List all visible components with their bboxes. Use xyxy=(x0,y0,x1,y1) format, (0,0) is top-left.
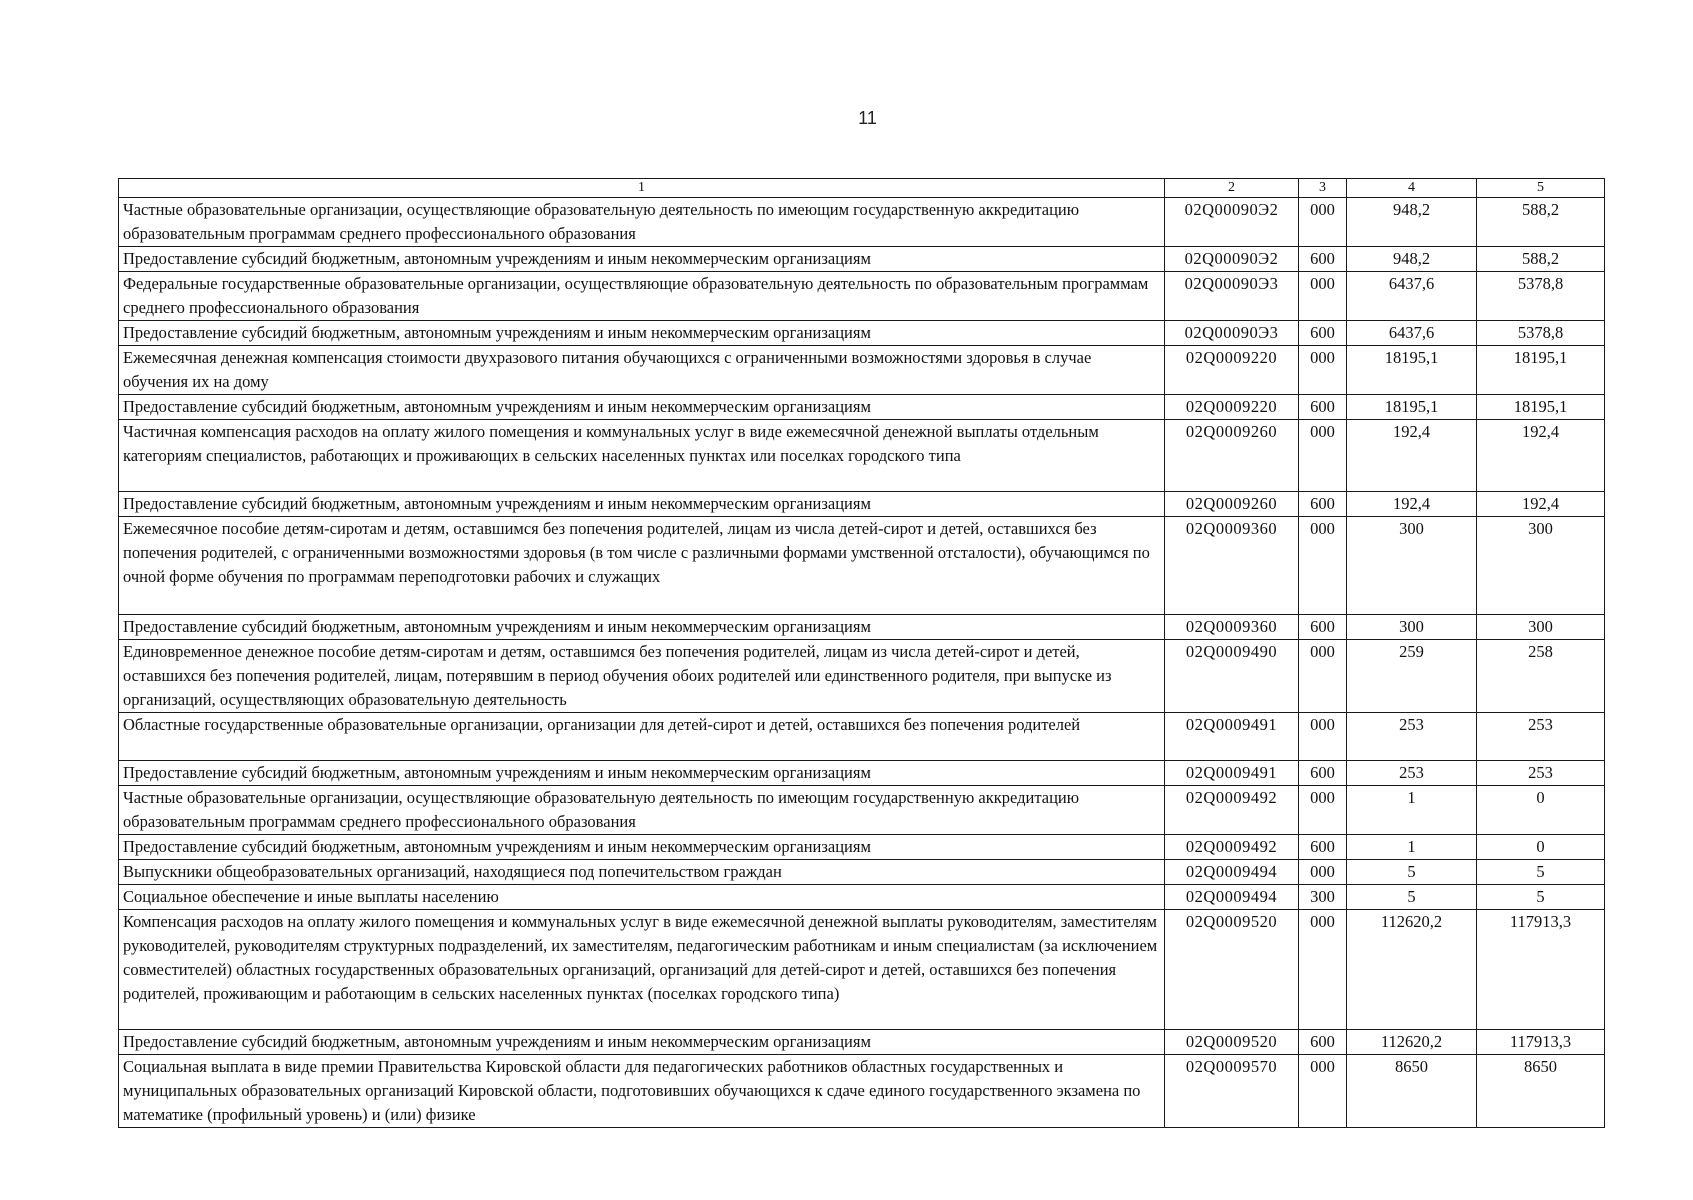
row-expense-kind: 000 xyxy=(1299,420,1347,492)
row-target-code: 02Q0009520 xyxy=(1165,910,1299,1030)
row-expense-kind: 000 xyxy=(1299,198,1347,247)
table-row xyxy=(119,492,1605,517)
table-row xyxy=(119,615,1605,640)
row-target-code: 02Q00090Э2 xyxy=(1165,198,1299,247)
table-row xyxy=(119,910,1605,1030)
header-cell: 4 xyxy=(1347,179,1477,198)
row-amount-col4: 300 xyxy=(1347,517,1477,615)
row-amount-col4: 5 xyxy=(1347,885,1477,910)
row-amount-col4: 259 xyxy=(1347,640,1477,713)
row-target-code: 02Q0009220 xyxy=(1165,346,1299,395)
row-description: Областные государственные образовательные организации, организации для детей-сирот и детей, оставшихся без попечения родителей xyxy=(119,713,1165,761)
row-expense-kind: 600 xyxy=(1299,615,1347,640)
row-amount-col5: 18195,1 xyxy=(1477,346,1605,395)
table-row xyxy=(119,885,1605,910)
table-row xyxy=(119,1055,1605,1128)
row-description: Социальная выплата в виде премии Правительства Кировской области для педагогических работников областных государственных и муниципальных образовательных организаций Кировской области, подготовивших обучающихся к сдаче единого государственного экзамена по математике (профильный уровень) и (или) физике xyxy=(119,1055,1165,1128)
row-expense-kind: 600 xyxy=(1299,395,1347,420)
row-target-code: 02Q0009491 xyxy=(1165,713,1299,761)
row-amount-col4: 253 xyxy=(1347,713,1477,761)
row-amount-col5: 192,4 xyxy=(1477,420,1605,492)
table-row xyxy=(119,786,1605,835)
row-amount-col5: 253 xyxy=(1477,761,1605,786)
budget-table xyxy=(118,178,1605,1128)
row-amount-col5: 0 xyxy=(1477,786,1605,835)
row-amount-col5: 5 xyxy=(1477,860,1605,885)
row-description: Ежемесячное пособие детям-сиротам и детям, оставшимся без попечения родителей, лицам из числа детей-сирот и детей, оставшихся без попечения родителей, с ограниченными возможностями здоровья (в том числе с различными формами умственной отсталости), обучающимся по очной форме обучения по программам переподготовки рабочих и служащих xyxy=(119,517,1165,615)
table-row xyxy=(119,860,1605,885)
row-expense-kind: 300 xyxy=(1299,885,1347,910)
row-amount-col5: 18195,1 xyxy=(1477,395,1605,420)
table-row xyxy=(119,761,1605,786)
table-row xyxy=(119,198,1605,247)
row-expense-kind: 000 xyxy=(1299,786,1347,835)
table-row xyxy=(119,321,1605,346)
row-target-code: 02Q0009492 xyxy=(1165,835,1299,860)
header-cell: 1 xyxy=(119,179,1165,198)
row-description: Компенсация расходов на оплату жилого помещения и коммунальных услуг в виде ежемесячной денежной выплаты руководителям, заместителям руководителей, руководителям структурных подразделений, их заместителям, педагогическим работникам и иным специалистам (за исключением совместителей) областных государственных образовательных организаций, организаций для детей-сирот и детей, оставшихся без попечения родителей, проживающим и работающим в сельских населенных пунктах (поселках городского типа) xyxy=(119,910,1165,1030)
row-description: Предоставление субсидий бюджетным, автономным учреждениям и иным некоммерческим организациям xyxy=(119,1030,1165,1055)
page-number: 11 xyxy=(858,108,877,128)
row-target-code: 02Q0009491 xyxy=(1165,761,1299,786)
row-description: Единовременное денежное пособие детям-сиротам и детям, оставшимся без попечения родителей, лицам из числа детей-сирот и детей, оставшихся без попечения родителей, лицам, потерявшим в период обучения обоих родителей или единственного родителя, при выпуске из организаций, осуществляющих образовательную деятельность xyxy=(119,640,1165,713)
row-expense-kind: 000 xyxy=(1299,640,1347,713)
row-amount-col4: 8650 xyxy=(1347,1055,1477,1128)
row-amount-col5: 117913,3 xyxy=(1477,1030,1605,1055)
row-target-code: 02Q00090Э2 xyxy=(1165,247,1299,272)
table-row xyxy=(119,272,1605,321)
header-cell: 5 xyxy=(1477,179,1605,198)
row-target-code: 02Q0009494 xyxy=(1165,860,1299,885)
row-description: Частные образовательные организации, осуществляющие образовательную деятельность по имеющим государственную аккредитацию образовательным программам среднего профессионального образования xyxy=(119,198,1165,247)
row-amount-col4: 1 xyxy=(1347,786,1477,835)
row-expense-kind: 600 xyxy=(1299,835,1347,860)
row-amount-col5: 5 xyxy=(1477,885,1605,910)
row-description: Предоставление субсидий бюджетным, автономным учреждениям и иным некоммерческим организациям xyxy=(119,615,1165,640)
row-amount-col4: 18195,1 xyxy=(1347,395,1477,420)
row-amount-col4: 192,4 xyxy=(1347,492,1477,517)
row-expense-kind: 000 xyxy=(1299,272,1347,321)
row-description: Предоставление субсидий бюджетным, автономным учреждениям и иным некоммерческим организациям xyxy=(119,835,1165,860)
row-target-code: 02Q00090Э3 xyxy=(1165,321,1299,346)
row-target-code: 02Q0009260 xyxy=(1165,492,1299,517)
row-amount-col5: 5378,8 xyxy=(1477,321,1605,346)
table-header-row xyxy=(119,179,1605,198)
table-row xyxy=(119,640,1605,713)
header-cell: 2 xyxy=(1165,179,1299,198)
row-amount-col4: 948,2 xyxy=(1347,247,1477,272)
table-row xyxy=(119,517,1605,615)
row-description: Предоставление субсидий бюджетным, автономным учреждениям и иным некоммерческим организациям xyxy=(119,395,1165,420)
row-amount-col4: 253 xyxy=(1347,761,1477,786)
row-target-code: 02Q0009492 xyxy=(1165,786,1299,835)
row-description: Ежемесячная денежная компенсация стоимости двухразового питания обучающихся с ограниченными возможностями здоровья в случае обучения их на дому xyxy=(119,346,1165,395)
row-target-code: 02Q0009360 xyxy=(1165,517,1299,615)
row-amount-col5: 253 xyxy=(1477,713,1605,761)
table-row xyxy=(119,346,1605,395)
row-amount-col4: 6437,6 xyxy=(1347,272,1477,321)
row-amount-col5: 117913,3 xyxy=(1477,910,1605,1030)
row-description: Частичная компенсация расходов на оплату жилого помещения и коммунальных услуг в виде ежемесячной денежной выплаты отдельным категориям специалистов, работающих и проживающих в сельских населенных пунктах или поселках городского типа xyxy=(119,420,1165,492)
row-description: Предоставление субсидий бюджетным, автономным учреждениям и иным некоммерческим организациям xyxy=(119,247,1165,272)
row-description: Выпускники общеобразовательных организаций, находящиеся под попечительством граждан xyxy=(119,860,1165,885)
row-target-code: 02Q00090Э3 xyxy=(1165,272,1299,321)
table-row xyxy=(119,420,1605,492)
row-target-code: 02Q0009494 xyxy=(1165,885,1299,910)
table-row xyxy=(119,247,1605,272)
row-amount-col4: 112620,2 xyxy=(1347,910,1477,1030)
row-amount-col4: 112620,2 xyxy=(1347,1030,1477,1055)
row-amount-col5: 300 xyxy=(1477,615,1605,640)
row-amount-col4: 300 xyxy=(1347,615,1477,640)
row-amount-col4: 192,4 xyxy=(1347,420,1477,492)
row-target-code: 02Q0009220 xyxy=(1165,395,1299,420)
row-expense-kind: 000 xyxy=(1299,713,1347,761)
row-expense-kind: 000 xyxy=(1299,517,1347,615)
row-amount-col5: 0 xyxy=(1477,835,1605,860)
row-amount-col5: 588,2 xyxy=(1477,198,1605,247)
row-description: Федеральные государственные образовательные организации, осуществляющие образовательную деятельность по образовательным программам среднего профессионального образования xyxy=(119,272,1165,321)
row-expense-kind: 600 xyxy=(1299,492,1347,517)
row-description: Предоставление субсидий бюджетным, автономным учреждениям и иным некоммерческим организациям xyxy=(119,321,1165,346)
row-target-code: 02Q0009360 xyxy=(1165,615,1299,640)
row-amount-col5: 258 xyxy=(1477,640,1605,713)
row-amount-col5: 300 xyxy=(1477,517,1605,615)
row-expense-kind: 600 xyxy=(1299,761,1347,786)
row-expense-kind: 000 xyxy=(1299,910,1347,1030)
row-target-code: 02Q0009260 xyxy=(1165,420,1299,492)
table-row xyxy=(119,395,1605,420)
row-amount-col4: 1 xyxy=(1347,835,1477,860)
row-description: Частные образовательные организации, осуществляющие образовательную деятельность по имеющим государственную аккредитацию образовательным программам среднего профессионального образования xyxy=(119,786,1165,835)
row-amount-col4: 948,2 xyxy=(1347,198,1477,247)
row-amount-col4: 5 xyxy=(1347,860,1477,885)
row-expense-kind: 600 xyxy=(1299,321,1347,346)
row-amount-col4: 6437,6 xyxy=(1347,321,1477,346)
row-description: Предоставление субсидий бюджетным, автономным учреждениям и иным некоммерческим организациям xyxy=(119,761,1165,786)
header-cell: 3 xyxy=(1299,179,1347,198)
row-expense-kind: 000 xyxy=(1299,1055,1347,1128)
table-row xyxy=(119,835,1605,860)
row-amount-col5: 192,4 xyxy=(1477,492,1605,517)
row-target-code: 02Q0009570 xyxy=(1165,1055,1299,1128)
row-amount-col4: 18195,1 xyxy=(1347,346,1477,395)
row-description: Социальное обеспечение и иные выплаты населению xyxy=(119,885,1165,910)
row-amount-col5: 8650 xyxy=(1477,1055,1605,1128)
row-amount-col5: 5378,8 xyxy=(1477,272,1605,321)
row-target-code: 02Q0009490 xyxy=(1165,640,1299,713)
table-row xyxy=(119,713,1605,761)
row-expense-kind: 000 xyxy=(1299,346,1347,395)
row-expense-kind: 600 xyxy=(1299,1030,1347,1055)
table-row xyxy=(119,1030,1605,1055)
row-description: Предоставление субсидий бюджетным, автономным учреждениям и иным некоммерческим организациям xyxy=(119,492,1165,517)
row-expense-kind: 000 xyxy=(1299,860,1347,885)
row-expense-kind: 600 xyxy=(1299,247,1347,272)
row-amount-col5: 588,2 xyxy=(1477,247,1605,272)
row-target-code: 02Q0009520 xyxy=(1165,1030,1299,1055)
